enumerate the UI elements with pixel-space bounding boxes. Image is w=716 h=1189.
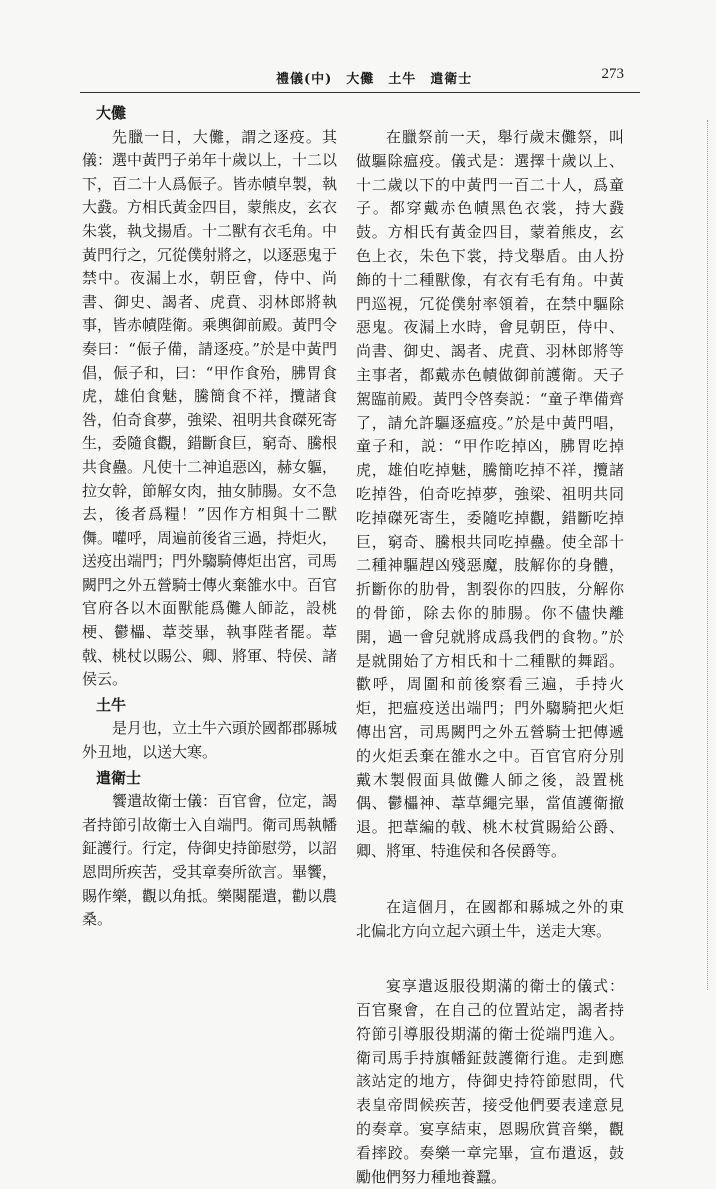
translation-column xyxy=(356,126,624,1189)
section-text-qian-wei-shi: 饗遣故衛士儀：百官會，位定，謁者持節引故衛士入自端門。衛司馬執幡鉦護行。行定，侍御史持節慰勞，以詔恩問所疾苦，受其章奏所欲言。畢饗，賜作樂，觀以角抵。樂闋罷遣，勸以農桑。 xyxy=(82,792,338,929)
original-text-column xyxy=(82,102,337,932)
header-rule xyxy=(80,92,640,93)
section-heading-tu-niu: 土牛 xyxy=(96,695,127,714)
section-heading-da-nuo: 大儺 xyxy=(96,104,127,122)
section-text-da-nuo: 先臘一日，大儺，謂之逐疫。其儀：選中黃門子弟年十歲以上，十二以下，百二十人爲侲子。皆赤幘皁製，執大鼗。方相氏黃金四目，蒙熊皮，玄衣朱裳，執戈揚盾。十二獸有衣毛角。中黃門行之，冗從僕射將之，以逐惡鬼于禁中。夜漏上水，朝臣會，侍中、尚書、御史、謁者、虎賁、羽林郎將執事，皆赤幘陛衛。乘輿御前殿。黃門令奏曰：“侲子備，請逐疫。”於是中黃門倡，侲子和，曰：“甲作食殆，胇胃食虎，雄伯食魅，騰簡食不祥，攬諸食咎，伯奇食夢，強梁、祖明共食磔死寄生，委隨食觀，錯斷食巨，窮奇、騰根共食蠱。凡使十二神追惡凶，赫女軀，拉女幹，節解女肉，抽女肺腸。女不急去，後者爲糧！”因作方相與十二獸儛。嚾呼，周遍前後省三過，持炬火，送疫出端門；門外騶騎傳炬出宮，司馬闕門之外五營騎士傳火棄雒水中。百官官府各以木面獸能爲儺人師訖，設桃梗、鬱櫑、葦茭畢，執事陛者罷。葦戟、桃杖以賜公、卿、將軍、特侯、諸侯云。 xyxy=(82,127,338,689)
section-text-tu-niu: 是月也，立土牛六頭於國都郡縣城外丑地，以送大寒。 xyxy=(82,719,338,762)
translation-paragraph-tu-niu: 在這個月，在國都和縣城之外的東北偏北方向立起六頭土牛，送走大寒。 xyxy=(356,897,624,940)
translation-paragraph-da-nuo: 在臘祭前一天，舉行歲末儺祭，叫做驅除瘟疫。儀式是：選擇十歲以上、十二歲以下的中黃門一百二十人，爲童子。都穿戴赤色幘黑色衣裳，持大鼗鼓。方相氏有黃金四目，蒙着熊皮，玄色上衣，朱色下裳，持戈舉盾。由人扮飾的十二種獸像，有衣有毛有角。中黃門巡視，冗從僕射率領着，在禁中驅除惡鬼。夜漏上水時，會見朝臣，侍中、尚書、御史、謁者、虎賁、羽林郎將等主事者，都戴赤色幘做御前護衛。天子駕臨前殿。黃門令啓奏説：“童子準備齊了，請允許驅逐瘟疫。”於是中黃門唱，童子和，説：“甲作吃掉凶，胇胃吃掉虎，雄伯吃掉魅，騰簡吃掉不祥，攬諸吃掉咎，伯奇吃掉夢，強梁、祖明共同吃掉磔死寄生，委隨吃掉觀，錯斷吃掉巨，窮奇、騰根共同吃掉蠱。使全部十二種神驅趕凶殘惡魔，肢解你的身體，折斷你的肋骨，割裂你的四肢，分解你的骨節，除去你的肺腸。你不儘快離開，過一會兒就將成爲我們的食物。”於是就開始了方相氏和十二種獸的舞蹈。歡呼，周圍和前後察看三遍，手持火炬，把瘟疫送出端門；門外騶騎把火炬傳出宮，司馬闕門之外五營騎士把傳遞的火炬丢棄在雒水之中。百官官府分別戴木製假面具做儺人師之後，設置桃偶、鬱櫑神、葦草繩完畢，當值護衛撤退。把葦編的戟、桃木杖賞賜給公爵、卿、將軍、特進侯和各侯爵等。 xyxy=(356,128,624,860)
section-heading-qian-wei-shi: 遣衛士 xyxy=(96,768,142,787)
running-title: 禮儀(中) 大儺 土牛 遣衛士 xyxy=(276,72,473,87)
scan-edge-line xyxy=(707,120,708,990)
running-header xyxy=(80,66,640,90)
page-number: 273 xyxy=(601,66,624,82)
translation-paragraph-qian-wei-shi: 宴享遣返服役期滿的衛士的儀式：百官聚會，在自己的位置站定，謁者持符節引導服役期滿的衛士從端門進入。衛司馬手持旗幡鉦鼓護衛行進。走到應該站定的地方，侍御史持符節慰問，代表皇帝問候疾苦，接受他們要表達意見的奏章。宴享結束，恩賜欣賞音樂，觀看摔跤。奏樂一章完畢，宣布遣返，鼓勵他們努力種地養蠶。 xyxy=(356,977,624,1186)
